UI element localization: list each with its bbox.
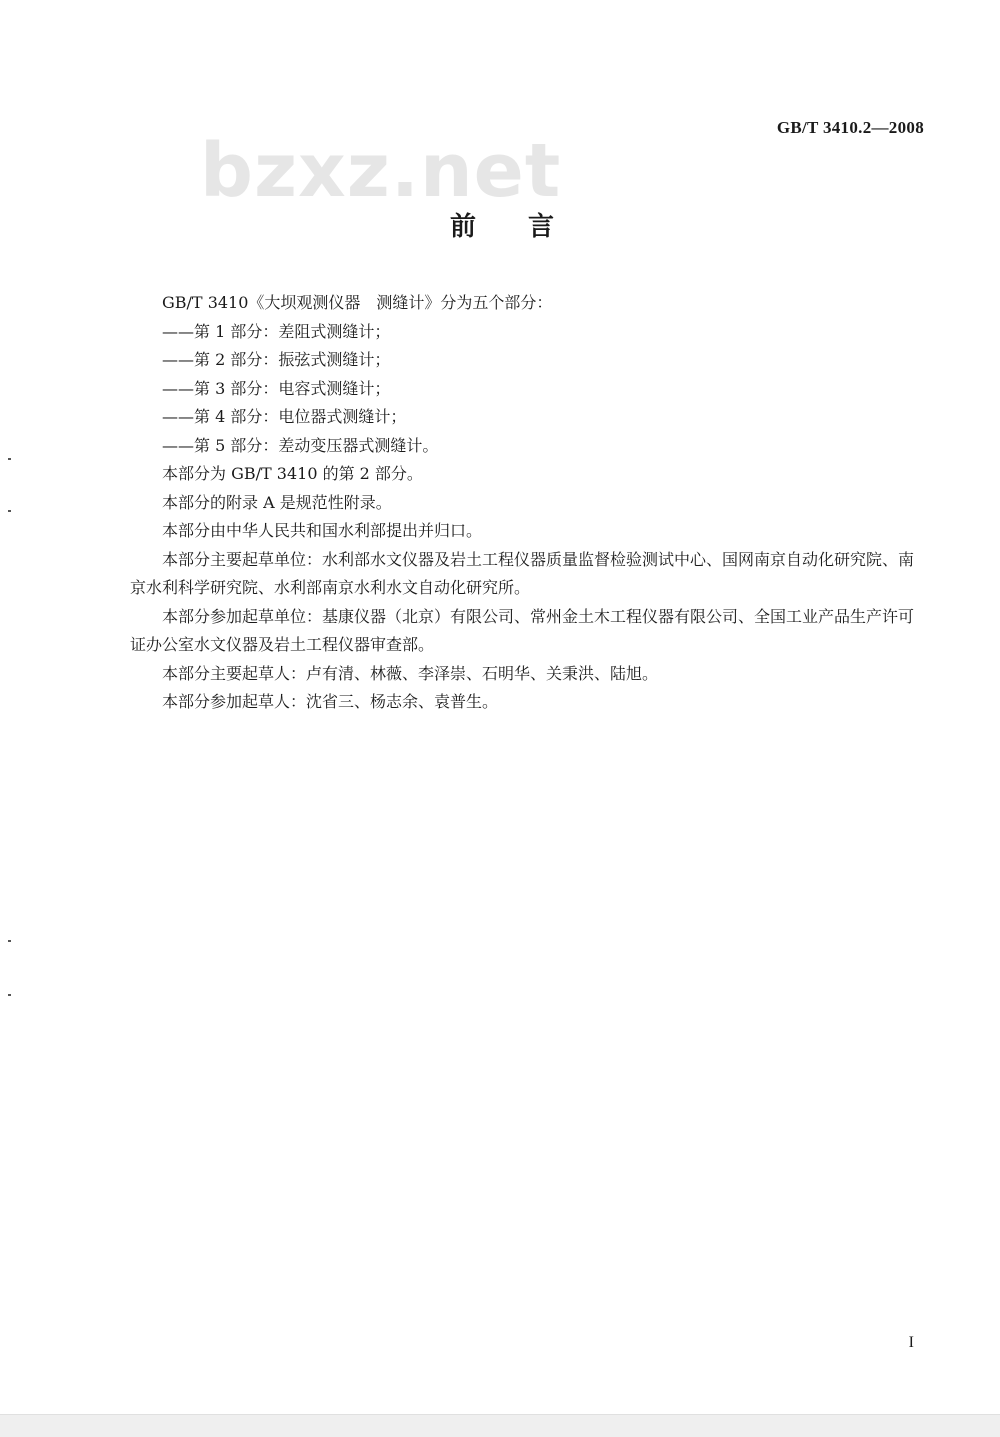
- list-item-part-1: ——第 1 部分：差阻式测缝计；: [162, 321, 391, 341]
- scan-speck: [8, 458, 11, 460]
- page-title: 前言: [449, 212, 606, 242]
- paragraph-proposer: 本部分由中华人民共和国水利部提出并归口。: [162, 521, 483, 540]
- paragraph-participating-drafters: 本部分参加起草人：沈省三、杨志余、袁普生。: [162, 692, 499, 711]
- list-item-part-3: ——第 3 部分：电容式测缝计；: [162, 378, 391, 398]
- list-item-part-5: ——第 5 部分：差动变压器式测缝计。: [162, 435, 439, 455]
- paragraph-intro: GB/T 3410《大坝观测仪器 测缝计》分为五个部分：: [162, 293, 553, 312]
- paragraph-annex: 本部分的附录 A 是规范性附录。: [162, 492, 392, 512]
- paragraph-main-drafting-units: 本部分主要起草单位：水利部水文仪器及岩土工程仪器质量监督检验测试中心、国网南京自动化研究院、南京水利科学研究院、水利部南京水利水文自动化研究所。: [130, 549, 915, 597]
- paragraph-part-statement: 本部分为 GB/T 3410 的第 2 部分。: [162, 464, 423, 483]
- paragraph-participating-units: 本部分参加起草单位：基康仪器（北京）有限公司、常州金土木工程仪器有限公司、全国工业产品生产许可证办公室水文仪器及岩土工程仪器审查部。: [130, 606, 915, 654]
- list-item-part-2: ——第 2 部分：振弦式测缝计；: [162, 350, 391, 369]
- scan-speck: [8, 940, 11, 942]
- bottom-scroll-bar: [0, 1414, 1000, 1437]
- scan-speck: [8, 510, 11, 512]
- paragraph-main-drafters: 本部分主要起草人：卢有清、林薇、李泽崇、石明华、关秉洪、陆旭。: [162, 663, 659, 683]
- page-number: I: [908, 1334, 914, 1351]
- watermark-logo: bzxz.net: [200, 128, 562, 214]
- standard-code: GB/T 3410.2—2008: [776, 118, 924, 137]
- list-item-part-4: ——第 4 部分：电位器式测缝计；: [162, 407, 407, 426]
- foreword-body: [130, 289, 925, 717]
- scan-speck: [8, 994, 11, 996]
